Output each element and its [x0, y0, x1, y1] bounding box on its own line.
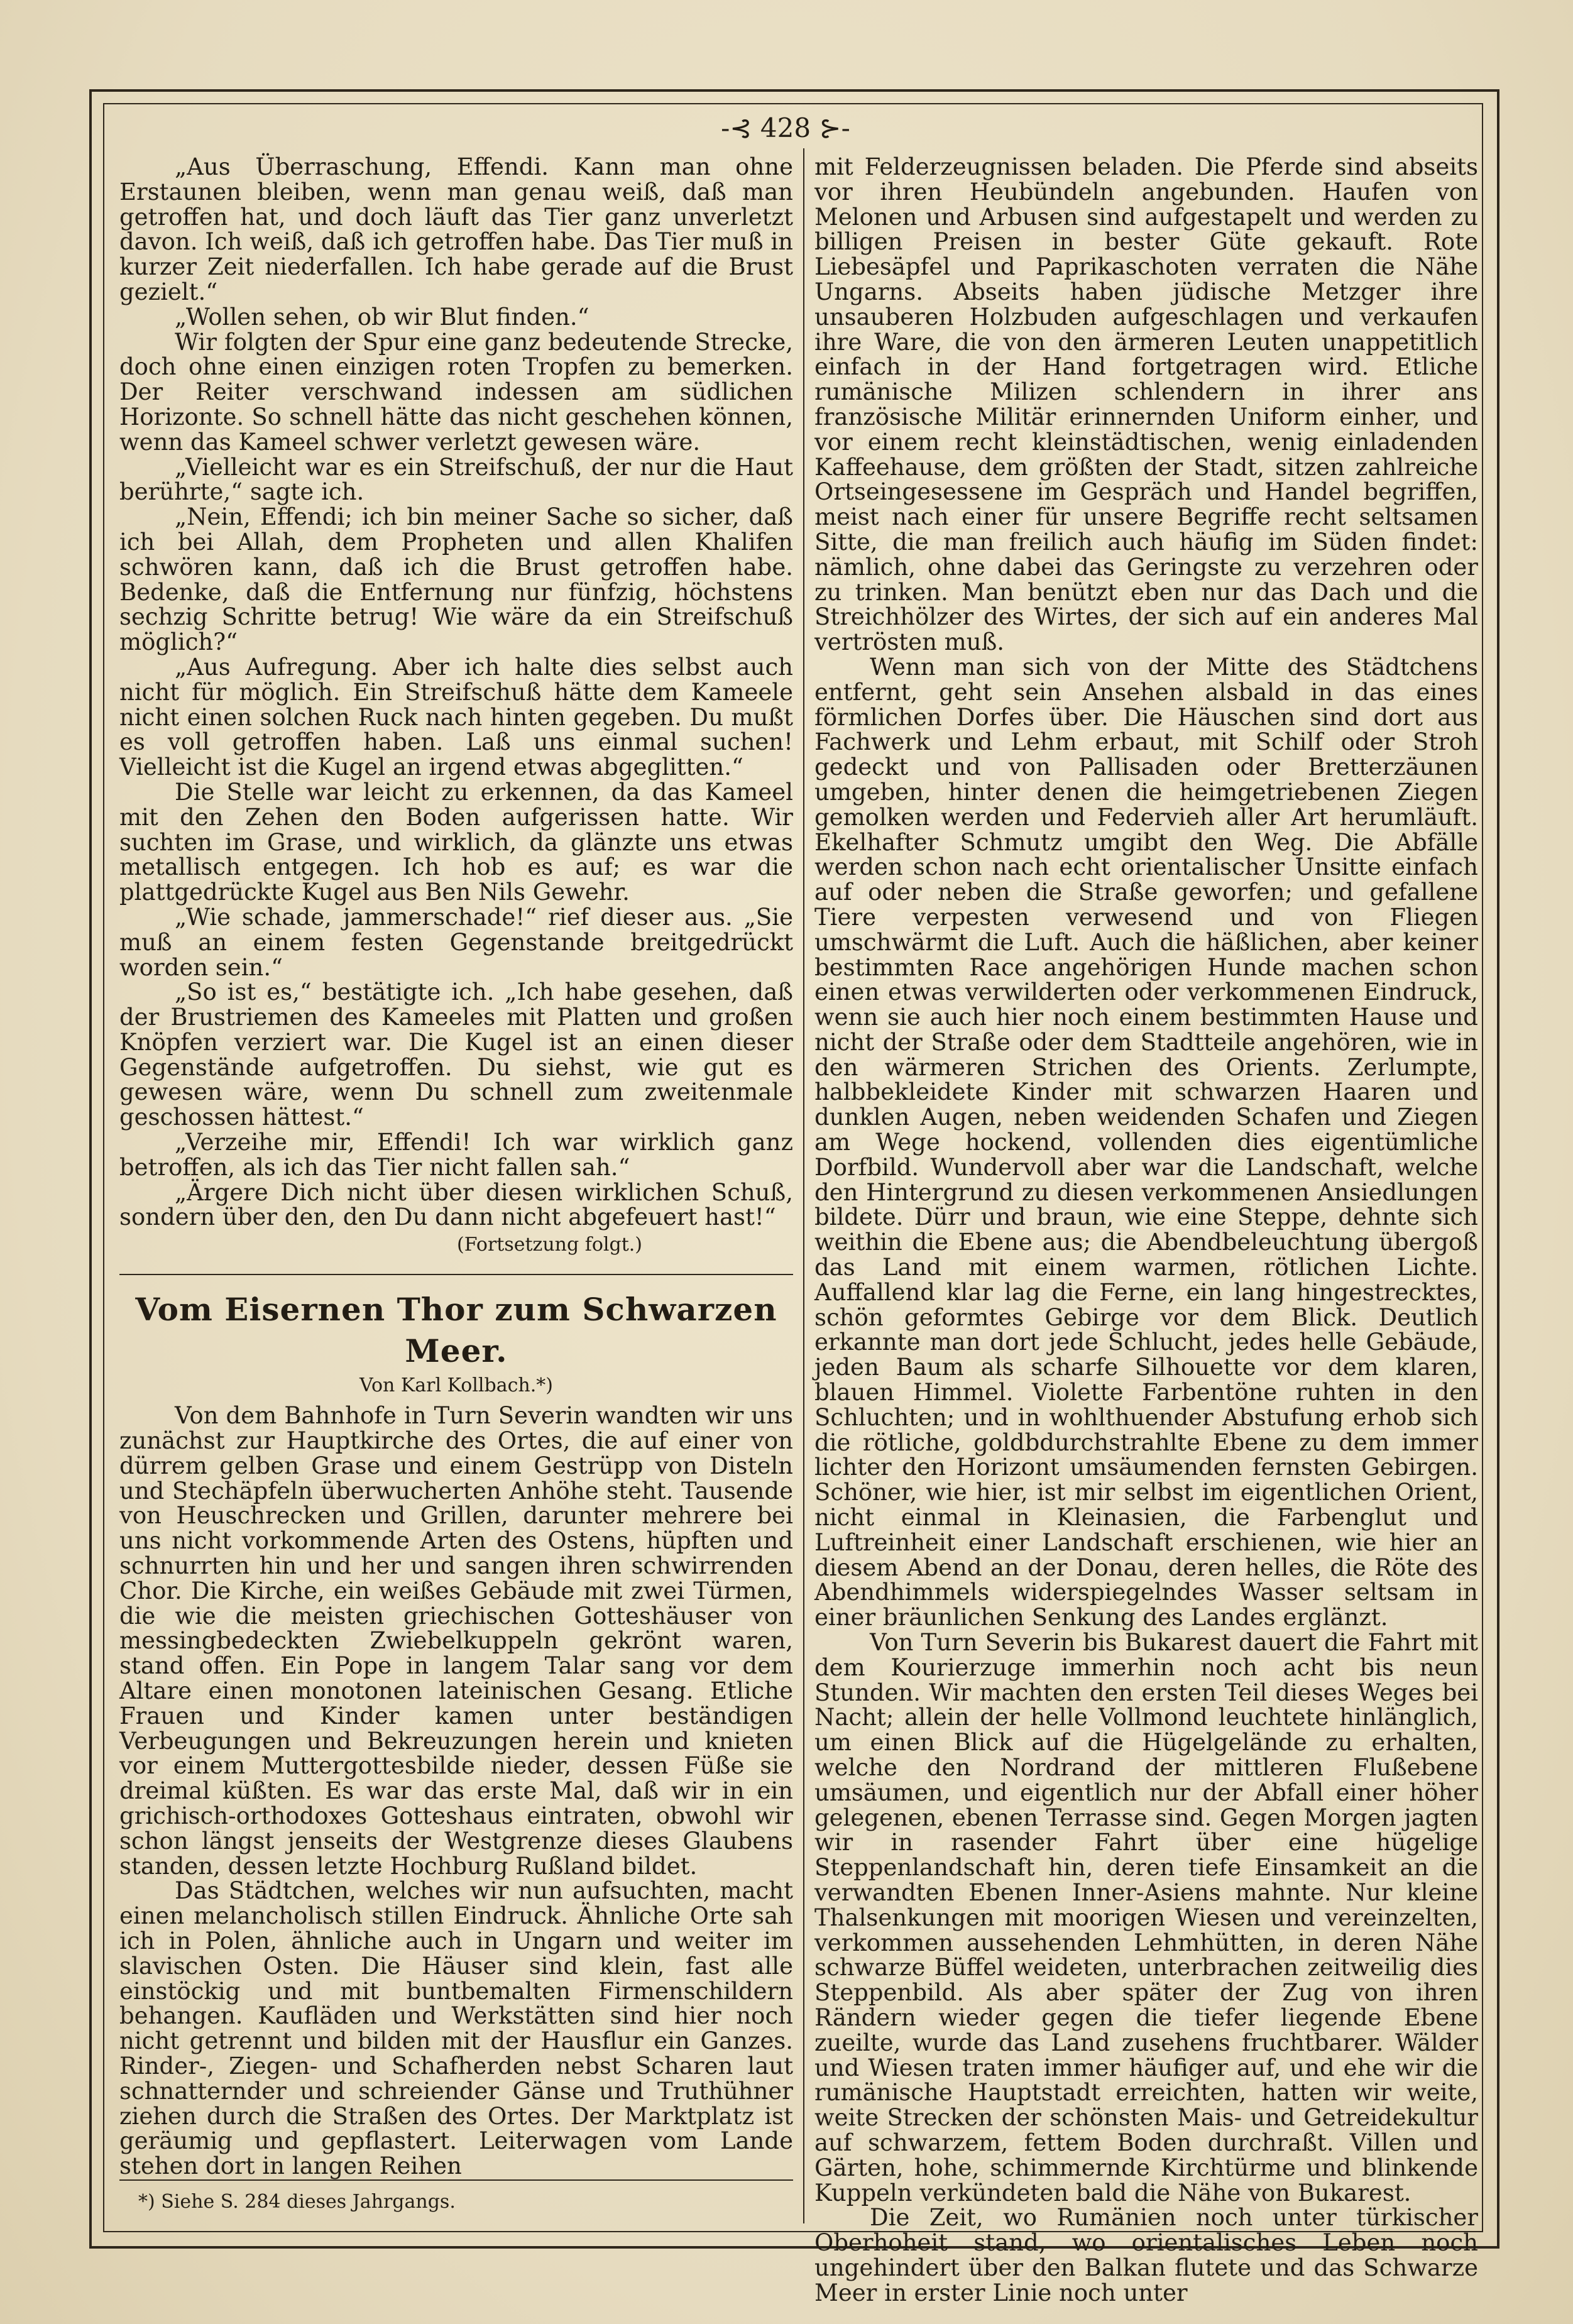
- article-paragraph: mit Felderzeugnissen beladen. Die Pferde sind abseits vor ihren Heubündeln angebunden. Haufen von Melonen und Arbusen sind aufgestapelt und werden zu billigen Preisen in bester Güte gekauft. Rote Liebesäpfel und Paprikaschoten verraten die Nähe Ungarns. Abseits haben jüdische Metzger ihre unsauberen Holzbuden aufgeschlagen und verkaufen ihre Ware, die von den ärmeren Leuten unappetitlich einfach in der Hand fortgetragen wird. Etliche rumänische Milizen schlendern in ihrer ans französische Militär erinnernden Uniform einher, und vor einem recht kleinstädtischen, wenig einladenden Kaffeehause, dem größten der Stadt, sitzen zahlreiche Ortseingesessene im Gespräch und Handel begriffen, meist nach einer für unsere Begriffe recht seltsamen Sitte, die man freilich auch häufig im Süden findet: nämlich, ohne dabei das Geringste zu verzehren oder zu trinken. Man benützt eben nur das Dach und die Streichhölzer des Wirtes, der sich auf ein anderes Mal vertrösten muß.: [814, 153, 1478, 656]
- story-paragraph: Die Stelle war leicht zu erkennen, da das Kameel mit den Zehen den Boden aufgerissen hatte. Wir suchten im Grase, und wirklich, da glänzte uns etwas metallisch entgegen. Ich hob es auf; es war die plattgedrückte Kugel aus Ben Nils Gewehr.: [119, 778, 793, 906]
- article-byline: Von Karl Kollbach.*): [359, 1374, 553, 1397]
- footnote: *) Siehe S. 284 dieses Jahrgangs.: [138, 2191, 456, 2213]
- story-paragraph: Wir folgten der Spur eine ganz bedeutende Strecke, doch ohne einen einzigen roten Tropfen zu bemerken. Der Reiter verschwand indessen am südlichen Horizonte. So schnell hätte das nicht geschehen können, wenn das Kameel schwer verletzt gewesen wäre.: [119, 328, 793, 456]
- page-number: -⊰ 428 ⊱-: [721, 112, 850, 143]
- story-paragraph: „Nein, Effendi; ich bin meiner Sache so sicher, daß ich bei Allah, dem Propheten und allen Khalifen schwören kann, daß ich die Brust getroffen habe. Bedenke, daß die Entfernung nur fünfzig, höchstens sechzig Schritte betrug! Wie wäre da ein Streifschuß möglich?“: [119, 503, 793, 656]
- article-paragraph: Von Turn Severin bis Bukarest dauert die Fahrt mit dem Kourierzuge immerhin noch acht bis neun Stunden. Wir machten den ersten Teil dieses Weges bei Nacht; allein der helle Vollmond leuchtete hinlänglich, um einen Blick auf die Hügelgelände zu erhalten, welche den Nordrand der mittleren Flußebene umsäumen, und eigentlich nur der Abfall einer höher gelegenen, ebenen Terrasse sind. Gegen Morgen jagten wir in rasender Fahrt über eine hügelige Steppenlandschaft hin, deren tiefe Einsamkeit an die verwandten Ebenen Inner-Asiens mahnte. Nur kleine Thalsenkungen mit moorigen Wiesen und vereinzelten, verkommen aussehenden Lehmhütten, in deren Nähe schwarze Büffel weideten, unterbrachen zeitweilig dies Steppenbild. Als aber später der Zug von ihren Rändern wieder gegen die tiefer liegende Ebene zueilte, wurde das Land zusehens fruchtbarer. Wälder und Wiesen traten immer häufiger auf, und ehe wir die rumänische Hauptstadt erreichten, hatten wir weite, weite Strecken der schönsten Mais- und Getreidekultur auf schwarzem, fettem Boden durchraßt. Villen und Gärten, hohe, schimmernde Kirchtürme und blinkende Kuppeln verkündeten bald die Nähe von Bukarest.: [814, 1629, 1478, 2206]
- column-divider: [803, 148, 804, 2223]
- story-paragraph: „Wie schade, jammerschade!“ rief dieser aus. „Sie muß an einem festen Gegenstande breitgedrückt worden sein.“: [119, 903, 793, 981]
- story-paragraph: „Verzeihe mir, Effendi! Ich war wirklich ganz betroffen, als ich das Tier nicht fallen sah.“: [119, 1129, 793, 1181]
- continuation-note: (Fortsetzung folgt.): [457, 1234, 642, 1256]
- article-paragraph: Das Städtchen, welches wir nun aufsuchten, macht einen melancholisch stillen Eindruck. Ähnliche Orte sah ich in Polen, ähnliche auch in Ungarn und weiter im slavischen Osten. Die Häuser sind klein, fast alle einstöckig und mit buntbemalten Firmenschildern behangen. Kaufläden und Werkstätten sind hier noch nicht getrennt und bilden mit der Hausflur ein Ganzes. Rinder-, Ziegen- und Schafherden nebst Scharen laut schnatternder und schreiender Gänse und Truthühner ziehen durch die Straßen des Ortes. Der Marktplatz ist geräumig und gepflastert. Leiterwagen vom Lande stehen dort in langen Reihen: [119, 1877, 793, 2180]
- story-paragraph: „Aus Aufregung. Aber ich halte dies selbst auch nicht für möglich. Ein Streifschuß hätte dem Kameele nicht einen solchen Ruck nach hinten gegeben. Du mußt es voll getroffen haben. Laß uns einmal suchen! Vielleicht ist die Kugel an irgend etwas abgeglitten.“: [119, 653, 793, 781]
- story-paragraph: „Wollen sehen, ob wir Blut finden.“: [175, 303, 589, 331]
- story-paragraph: „Vielleicht war es ein Streifschuß, der nur die Haut berührte,“ sagte ich.: [119, 453, 793, 506]
- article-paragraph: Wenn man sich von der Mitte des Städtchens entfernt, geht sein Ansehen alsbald in das eines förmlichen Dorfes über. Die Häuschen sind dort aus Fachwerk und Lehm erbaut, mit Schilf oder Stroh gedeckt und von Pallisaden oder Bretterzäunen umgeben, hinter denen die heimgetriebenen Ziegen gemolken werden und Federvieh aller Art herumläuft. Ekelhafter Schmutz umgibt den Weg. Die Abfälle werden schon nach echt orientalischer Unsitte einfach auf oder neben die Straße geworfen; und gefallene Tiere verpesten verwesend und von Fliegen umschwärmt die Luft. Auch die häßlichen, aber keiner bestimmten Race angehörigen Hunde machen schon einen etwas verwilderten oder verkommenen Eindruck, wenn sie auch hier noch einem bestimmten Hause und nicht der Straße oder dem Stadtteile angehören, wie in den wärmeren Strichen des Orients. Zerlumpte, halbbekleidete Kinder mit schwarzen Haaren und dunklen Augen, neben weidenden Schafen und Ziegen am Wege hockend, vollenden dies eigentümliche Dorfbild. Wundervoll aber war die Landschaft, welche den Hintergrund zu diesen verkommenen Ansiedlungen bildete. Dürr und braun, wie eine Steppe, dehnte sich weithin die Ebene aus; die Abendbeleuchtung übergoß das Land mit einem warmen, rötlichen Lichte. Auffallend klar lag die Ferne, ein lang hingestrecktes, schön geformtes Gebirge vor dem Blick. Deutlich erkannte man dort jede Schlucht, jedes helle Gebäude, jeden Baum als scharfe Silhouette vor dem klaren, blauen Himmel. Violette Farbentöne ruhten in den Schluchten; und in wohlthuender Abstufung erhob sich die rötliche, goldbdurchstrahlte Ebene zu dem immer lichter den Horizont umsäumenden fernsten Gebirgen. Schöner, wie hier, ist mir selbst im eigentlichen Orient, nicht einmal in Kleinasien, die Farbenglut und Luftreinheit einer Landschaft erschienen, wie hier an diesem Abend an der Donau, deren helles, die Röte des Abendhimmels widerspiegelndes Wasser seltsam in einer bräunlichen Senkung des Landes erglänzt.: [814, 653, 1478, 1631]
- footnote-divider: [119, 2179, 793, 2181]
- left-column: [119, 155, 793, 2179]
- story-paragraph: „So ist es,“ bestätigte ich. „Ich habe gesehen, daß der Brustriemen des Kameeles mit Platten und großen Knöpfen verziert war. Die Kugel ist an einen dieser Gegenstände aufgetroffen. Du siehst, wie gut es gewesen wäre, wenn Du schnell zum zweitenmale geschossen hättest.“: [119, 978, 793, 1131]
- article-paragraph: Die Zeit, wo Rumänien noch unter türkischer Oberhoheit stand, wo orientalisches Leben noch ungehindert über den Balkan flutete und das Schwarze Meer in erster Linie noch unter: [814, 2204, 1478, 2306]
- story-paragraph: „Aus Überraschung, Effendi. Kann man ohne Erstaunen bleiben, wenn man genau weiß, daß man getroffen hat, und doch läuft das Tier ganz unverletzt davon. Ich weiß, daß ich getroffen habe. Das Tier muß in kurzer Zeit niederfallen. Ich habe gerade auf die Brust gezielt.“: [119, 153, 793, 305]
- right-column: [814, 155, 1478, 2306]
- article-paragraph: Von dem Bahnhofe in Turn Severin wandten wir uns zunächst zur Hauptkirche des Ortes, die auf einer von dürrem gelben Grase und einem Gestrüpp von Disteln und Stechäpfeln überwucherten Anhöhe steht. Tausende von Heuschrecken und Grillen, darunter mehrere bei uns nicht vorkommende Arten des Ostens, hüpften und schnurrten hin und her und sangen ihren schwirrenden Chor. Die Kirche, ein weißes Gebäude mit zwei Türmen, die wie die meisten griechischen Gotteshäuser von messingbedeckten Zwiebelkuppeln gekrönt waren, stand offen. Ein Pope in langem Talar sang vor dem Altare einen monotonen lateinischen Gesang. Etliche Frauen und Kinder kamen unter beständigen Verbeugungen und Bekreuzungen herein und knieten vor einem Muttergottesbilde nieder, dessen Füße sie dreimal küßten. Es war das erste Mal, daß wir in ein grichisch-orthodoxes Gotteshaus eintraten, obwohl wir schon längst jenseits der Westgrenze dieses Glaubens standen, dessen letzte Hochburg Rußland bildet.: [119, 1402, 793, 1880]
- article-title: Vom Eisernen Thor zum Schwarzen Meer.: [135, 1291, 777, 1370]
- section-divider: [119, 1274, 793, 1275]
- story-paragraph: „Ärgere Dich nicht über diesen wirklichen Schuß, sondern über den, den Du dann nicht abgefeuert hast!“: [119, 1178, 793, 1231]
